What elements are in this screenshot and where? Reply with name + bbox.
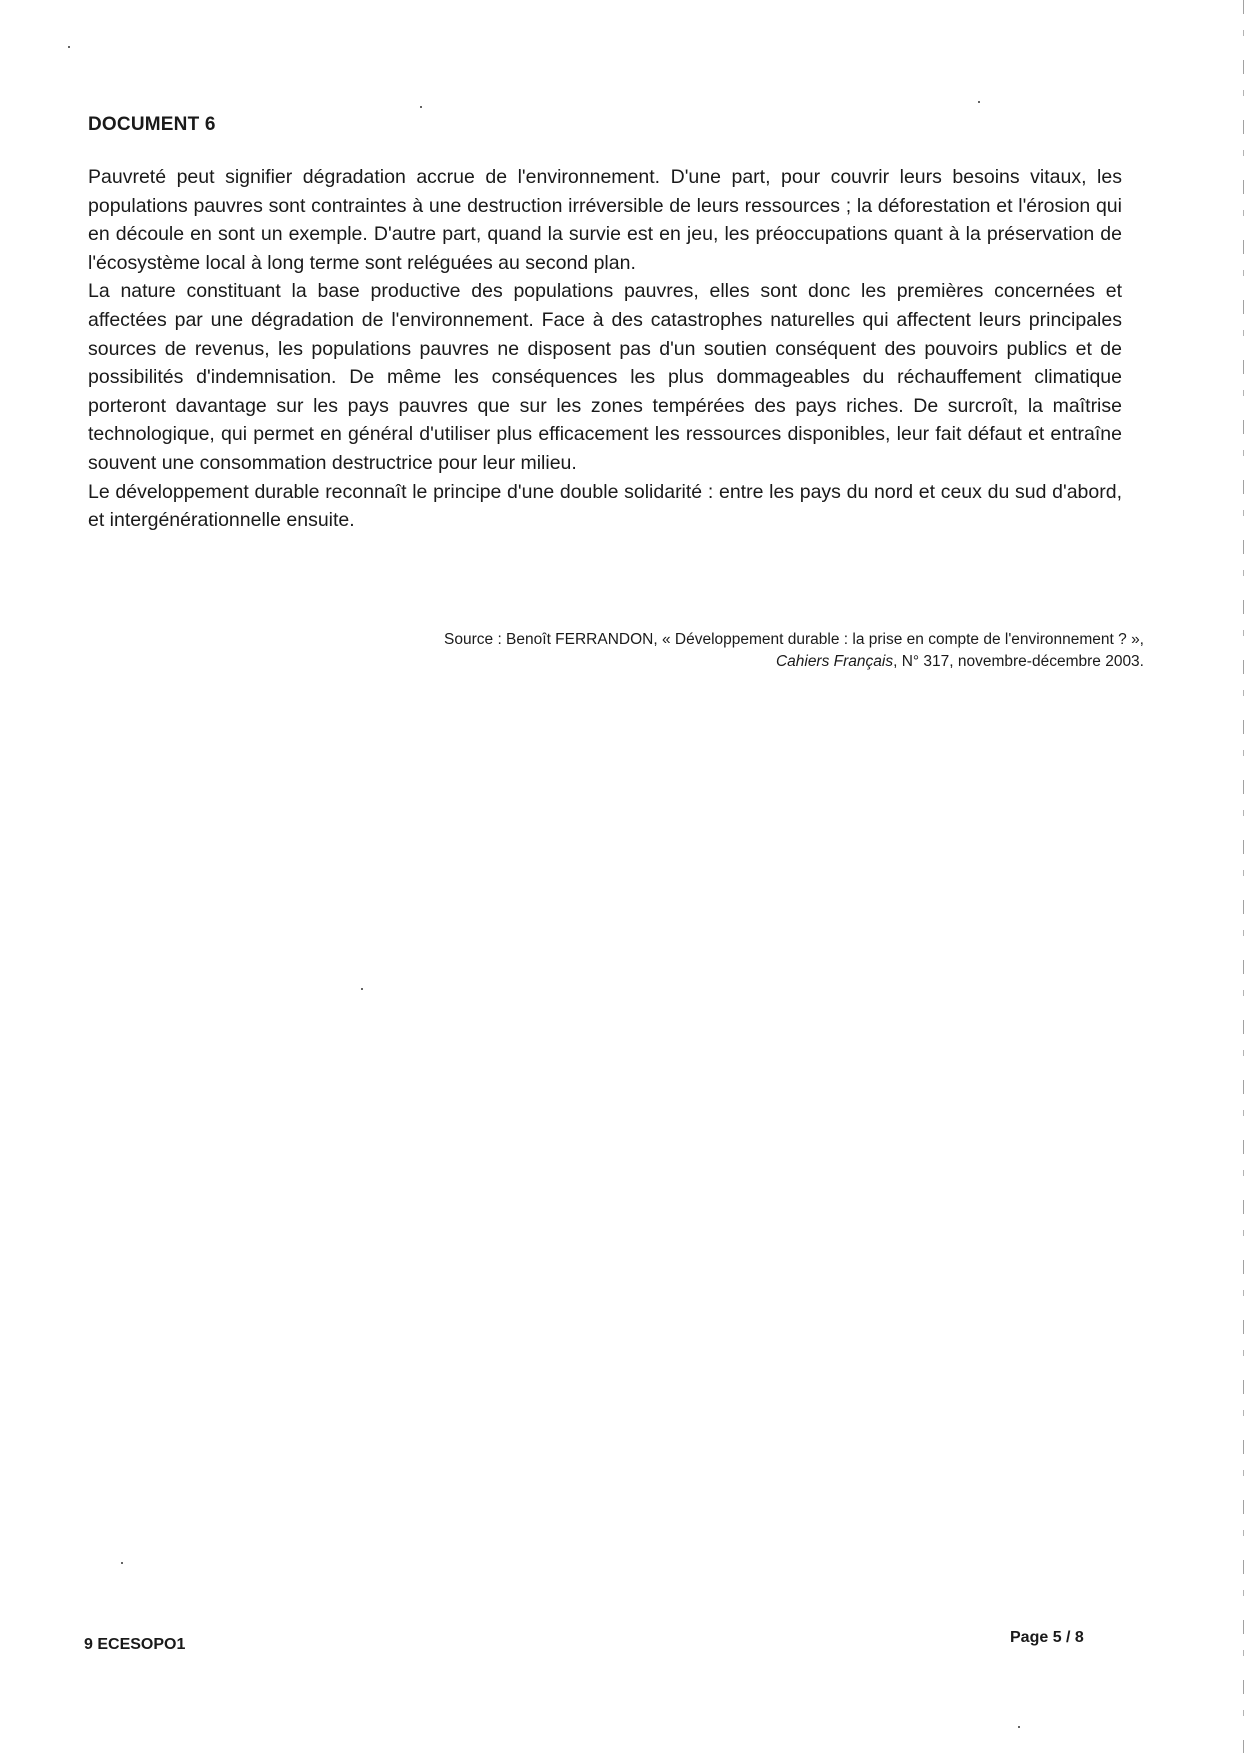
scan-speck — [68, 46, 70, 48]
publication-name: Cahiers Français — [775, 653, 894, 670]
scan-edge — [1243, 0, 1244, 1753]
exam-code: 9 ECESOPO1 — [84, 1636, 186, 1653]
scan-speck — [1018, 1726, 1020, 1728]
page-number: Page 5 / 8 — [1010, 1629, 1084, 1646]
scan-speck — [121, 1562, 123, 1564]
source-publication — [120, 651, 1144, 673]
document-title: DOCUMENT 6 — [88, 114, 216, 135]
scan-speck — [361, 988, 363, 990]
paragraph: La nature constituant la base productive des populations pauvres, elles sont donc les premières concernées et affectées par une dégradation de l'environnement. Face à des catastrophes naturelles qui affectent leurs principales sources de revenus, les populations pauvres ne disposent pas d'un soutien conséquent des pouvoirs publics et de possibilités d'indemnisation. De même les conséquences les plus dommageables du réchauffement climatique porteront davantage sur les pays pauvres que sur les zones tempérées des pays riches. De surcroît, la maîtrise technologique, qui permet en général d'utiliser plus efficacement les ressources disponibles, leur fait défaut et entraîne souvent une consommation destructrice pour leur milieu. — [88, 280, 1122, 474]
paragraph: Pauvreté peut signifier dégradation accrue de l'environnement. D'une part, pour couvrir leurs besoins vitaux, les populations pauvres sont contraintes à une destruction irréversible de leurs ressources ; la déforestation et l'érosion qui en découle en sont un exemple. D'autre part, quand la survie est en jeu, les préoccupations quant à la préservation de l'écosystème local à long terme sont reléguées au second plan. — [88, 166, 1122, 274]
publication-details: , N° 317, novembre-décembre 2003. — [893, 653, 1144, 670]
scan-speck — [420, 106, 422, 108]
source-citation: Source : Benoît FERRANDON, « Développement durable : la prise en compte de l'environnement ? », — [444, 631, 1144, 648]
paragraph: Le développement durable reconnaît le principe d'une double solidarité : entre les pays du nord et ceux du sud d'abord, et intergénérationnelle ensuite. — [88, 480, 1122, 532]
document-body — [88, 163, 1122, 535]
scan-speck — [978, 101, 980, 103]
